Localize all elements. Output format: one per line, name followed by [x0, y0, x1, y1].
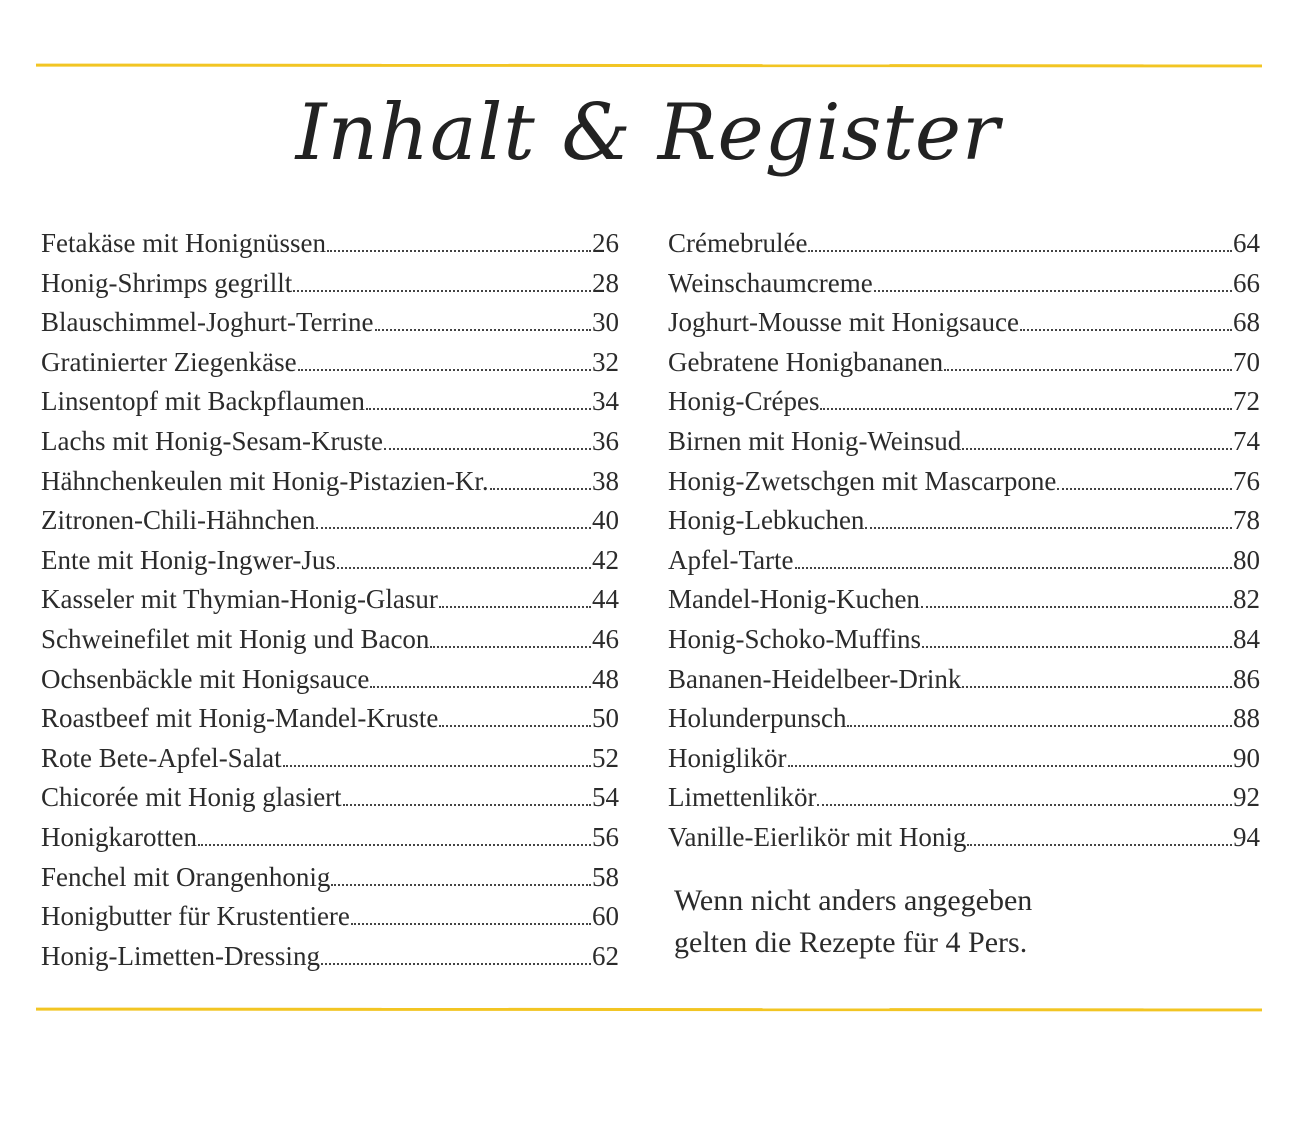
dot-leader: [795, 567, 1232, 569]
toc-entry-page-number: 36: [592, 425, 619, 456]
toc-entry: [41, 782, 619, 822]
toc-entry-title: Weinschaumcreme: [668, 267, 873, 298]
toc-entry-page-number: 80: [1233, 544, 1260, 575]
dot-leader: [788, 765, 1233, 767]
dot-leader: [351, 923, 591, 925]
dot-leader: [944, 369, 1232, 371]
toc-entry-title: Honig-Crépes: [668, 386, 820, 417]
dot-leader: [327, 250, 591, 252]
toc-entry-title: Limettenlikör: [668, 782, 817, 813]
toc-entry-title: Holunderpunsch: [668, 703, 847, 734]
toc-entry: [668, 268, 1260, 308]
toc-entry-page-number: 28: [592, 267, 619, 298]
dot-leader: [283, 765, 591, 767]
servings-note-line: Wenn nicht anders angegeben: [674, 884, 1033, 917]
dot-leader: [874, 290, 1232, 292]
dot-leader: [820, 408, 1232, 410]
dot-leader: [375, 329, 591, 331]
toc-entry-page-number: 64: [1233, 228, 1260, 258]
toc-entry: [41, 505, 619, 545]
toc-entry-page-number: 38: [592, 465, 619, 496]
toc-entry-title: Gebratene Honigbananen: [668, 346, 944, 377]
dot-leader: [439, 725, 591, 727]
toc-entry: [668, 782, 1260, 822]
toc-entry: [41, 822, 619, 862]
dot-leader: [1020, 329, 1232, 331]
dot-leader: [962, 448, 1232, 450]
toc-entry-page-number: 34: [592, 386, 619, 417]
toc-entry: [668, 228, 1260, 268]
toc-entry-page-number: 60: [592, 901, 619, 932]
dot-leader: [337, 567, 591, 569]
toc-entry-page-number: 42: [592, 544, 619, 575]
toc-entry-page-number: 48: [592, 663, 619, 694]
toc-entry: [668, 386, 1260, 426]
toc-entry-title: Honig-Shrimps gegrillt: [41, 267, 293, 298]
toc-entry-page-number: 50: [592, 703, 619, 734]
toc-entry-title: Vanille-Eierlikör mit Honig: [668, 821, 967, 852]
toc-entry-title: Gratinierter Ziegenkäse: [41, 346, 297, 377]
toc-entry: [668, 703, 1260, 743]
dot-leader: [865, 527, 1232, 529]
toc-entry-page-number: 58: [592, 861, 619, 892]
toc-entry-page-number: 52: [592, 742, 619, 773]
toc-entry: [668, 505, 1260, 545]
toc-entry-title: Chicorée mit Honig glasiert: [41, 782, 342, 813]
toc-entry-title: Joghurt-Mousse mit Honigsauce: [668, 307, 1019, 338]
toc-entry: [41, 664, 619, 704]
bottom-divider: [36, 1008, 1262, 1012]
dot-leader: [370, 686, 591, 688]
toc-left-column: [41, 228, 619, 980]
dot-leader: [298, 369, 591, 371]
toc-entry-page-number: 82: [1233, 584, 1260, 615]
toc-entry-title: Honig-Schoko-Muffins: [668, 623, 921, 654]
servings-note: [674, 880, 1234, 964]
dot-leader: [439, 606, 591, 608]
toc-entry-page-number: 56: [592, 821, 619, 852]
toc-entry-title: Crémebrulée: [668, 228, 808, 258]
toc-entry-page-number: 46: [592, 623, 619, 654]
toc-entry: [41, 703, 619, 743]
toc-entry: [41, 545, 619, 585]
dot-leader: [921, 606, 1232, 608]
page-title: Inhalt & Register: [295, 88, 1001, 178]
toc-entry-page-number: 40: [592, 505, 619, 536]
toc-entry: [41, 743, 619, 783]
toc-entry-page-number: 86: [1233, 663, 1260, 694]
toc-entry-title: Mandel-Honig-Kuchen: [668, 584, 920, 615]
toc-entry-title: Schweinefilet mit Honig und Bacon: [41, 623, 430, 654]
toc-entry-title: Apfel-Tarte: [668, 544, 794, 575]
toc-entry-title: Honigkarotten: [41, 821, 197, 852]
servings-note-line: gelten die Rezepte für 4 Pers.: [674, 926, 1028, 959]
toc-entry-page-number: 70: [1233, 346, 1260, 377]
dot-leader: [366, 408, 591, 410]
toc-entry-page-number: 84: [1233, 623, 1260, 654]
toc-entry-page-number: 68: [1233, 307, 1260, 338]
toc-entry-title: Rote Bete-Apfel-Salat: [41, 742, 282, 773]
toc-entry: [668, 584, 1260, 624]
dot-leader: [430, 646, 591, 648]
toc-entry-title: Honiglikör: [668, 742, 787, 773]
toc-entry: [41, 584, 619, 624]
toc-entry: [41, 347, 619, 387]
toc-entry-title: Kasseler mit Thymian-Honig-Glasur: [41, 584, 438, 615]
toc-entry-page-number: 90: [1233, 742, 1260, 773]
toc-entry: [41, 466, 619, 506]
toc-entry-page-number: 44: [592, 584, 619, 615]
toc-entry: [41, 624, 619, 664]
toc-entry: [41, 941, 619, 981]
toc-entry-title: Blauschimmel-Joghurt-Terrine: [41, 307, 374, 338]
toc-entry: [41, 386, 619, 426]
toc-entry: [668, 347, 1260, 387]
toc-entry-page-number: 94: [1233, 821, 1260, 852]
toc-entry-title: Honig-Lebkuchen: [668, 505, 865, 536]
dot-leader: [316, 527, 591, 529]
toc-entry: [668, 743, 1260, 783]
toc-entry: [668, 307, 1260, 347]
toc-entry-page-number: 32: [592, 346, 619, 377]
top-divider: [36, 64, 1262, 68]
dot-leader: [1057, 488, 1232, 490]
toc-entry-title: Bananen-Heidelbeer-Drink: [668, 663, 962, 694]
toc-entry-title: Ente mit Honig-Ingwer-Jus: [41, 544, 336, 575]
toc-entry: [668, 664, 1260, 704]
toc-entry-title: Fenchel mit Orangenhonig: [41, 861, 331, 892]
dot-leader: [384, 448, 591, 450]
dot-leader: [343, 804, 591, 806]
toc-entry: [41, 426, 619, 466]
toc-entry-page-number: 72: [1233, 386, 1260, 417]
toc-entry-page-number: 74: [1233, 425, 1260, 456]
toc-right-column: [668, 228, 1260, 862]
toc-entry-title: Lachs mit Honig-Sesam-Kruste: [41, 425, 383, 456]
toc-entry: [41, 268, 619, 308]
toc-entry: [41, 862, 619, 902]
toc-entry-page-number: 54: [592, 782, 619, 813]
toc-entry-title: Linsentopf mit Backpflaumen: [41, 386, 365, 417]
dot-leader: [967, 844, 1232, 846]
dot-leader: [331, 884, 591, 886]
toc-entry-page-number: 78: [1233, 505, 1260, 536]
toc-entry: [41, 228, 619, 268]
toc-entry: [668, 545, 1260, 585]
dot-leader: [293, 290, 591, 292]
dot-leader: [962, 686, 1232, 688]
dot-leader: [490, 488, 591, 490]
toc-entry-title: Honigbutter für Krustentiere: [41, 901, 350, 932]
toc-entry-page-number: 66: [1233, 267, 1260, 298]
toc-entry-page-number: 62: [592, 940, 619, 971]
toc-entry-page-number: 76: [1233, 465, 1260, 496]
toc-entry-title: Fetakäse mit Honignüssen: [41, 228, 326, 258]
toc-entry-title: Ochsenbäckle mit Honigsauce: [41, 663, 370, 694]
toc-entry-title: Birnen mit Honig-Weinsud: [668, 425, 962, 456]
toc-entry-page-number: 30: [592, 307, 619, 338]
toc-entry: [41, 901, 619, 941]
toc-entry-title: Honig-Limetten-Dressing: [41, 940, 320, 971]
toc-entry-title: Honig-Zwetschgen mit Mascarpone: [668, 465, 1057, 496]
toc-entry-title: Roastbeef mit Honig-Mandel-Kruste: [41, 703, 439, 734]
toc-entry: [668, 822, 1260, 862]
toc-entry: [41, 307, 619, 347]
dot-leader: [321, 963, 591, 965]
dot-leader: [847, 725, 1232, 727]
toc-entry: [668, 466, 1260, 506]
dot-leader: [198, 844, 591, 846]
toc-entry-title: Hähnchenkeulen mit Honig-Pistazien-Kr.: [41, 465, 489, 496]
toc-entry: [668, 624, 1260, 664]
dot-leader: [808, 250, 1232, 252]
dot-leader: [922, 646, 1232, 648]
dot-leader: [817, 804, 1232, 806]
toc-entry-page-number: 92: [1233, 782, 1260, 813]
toc-entry: [668, 426, 1260, 466]
toc-entry-page-number: 88: [1233, 703, 1260, 734]
toc-entry-page-number: 26: [592, 228, 619, 258]
toc-entry-title: Zitronen-Chili-Hähnchen: [41, 505, 316, 536]
